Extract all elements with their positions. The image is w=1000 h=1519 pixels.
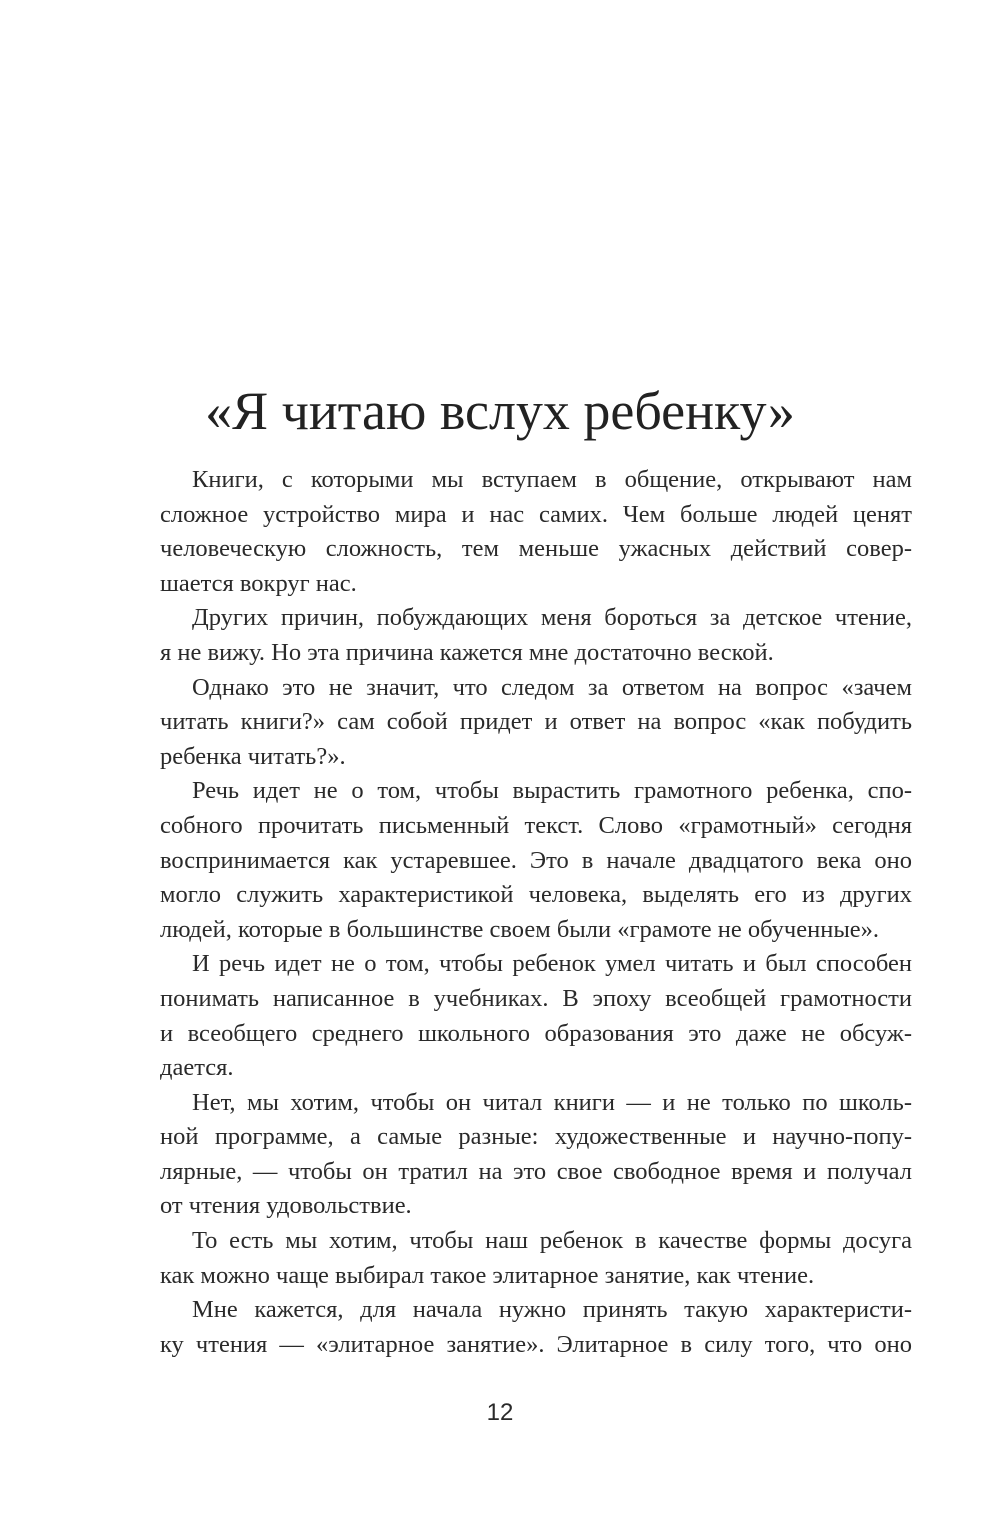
text-line: собного прочитать письменный текст. Слово «грамотный» сегодня: [160, 811, 912, 839]
paragraph: [160, 1086, 912, 1224]
text-line: и всеобщего среднего школьного образования это даже не обсуж-: [160, 1019, 912, 1047]
text-line: ной программе, а самые разные: художественные и научно-попу-: [160, 1123, 912, 1151]
text-line: как можно чаще выбирал такое элитарное занятие, как чтение.: [160, 1261, 815, 1289]
text-line: Мне кажется, для начала нужно принять такую характеристи-: [192, 1296, 912, 1324]
text-line: человеческую сложность, тем меньше ужасных действий совер-: [160, 535, 912, 563]
text-line: ку чтения — «элитарное занятие». Элитарное в силу того, что оно: [160, 1330, 912, 1358]
text-line: дается.: [160, 1054, 234, 1082]
paragraph: [160, 947, 912, 1085]
text-line: Нет, мы хотим, чтобы он читал книги — и не только по школь-: [192, 1088, 912, 1116]
text-line: ребенка читать?».: [160, 742, 346, 770]
text-line: Книги, с которыми мы вступаем в общение, открывают нам: [192, 466, 912, 493]
paragraph: [160, 1293, 912, 1362]
body-text: [160, 463, 912, 1362]
text-line: я не вижу. Но эта причина кажется мне достаточно веской.: [160, 638, 774, 666]
text-line: от чтения удовольствие.: [160, 1192, 412, 1220]
page-number: 12: [486, 1399, 514, 1426]
text-line: Речь идет не о том, чтобы вырастить грамотного ребенка, спо-: [192, 777, 912, 805]
text-line: читать книги?» сам собой придет и ответ на вопрос «как побудить: [160, 708, 912, 736]
text-line: лярные, — чтобы он тратил на это свое свободное время и получал: [160, 1157, 912, 1185]
text-line: воспринимается как устаревшее. Это в начале двадцатого века оно: [160, 846, 912, 874]
text-line: Других причин, побуждающих меня бороться за детское чтение,: [192, 604, 912, 632]
text-line: могло служить характеристикой человека, выделять его из других: [160, 881, 912, 909]
paragraph: [160, 1224, 912, 1293]
text-line: И речь идет не о том, чтобы ребенок умел читать и был способен: [192, 950, 912, 978]
paragraph: [160, 463, 912, 601]
text-line: шается вокруг нас.: [160, 569, 357, 597]
text-line: То есть мы хотим, чтобы наш ребенок в качестве формы досуга: [192, 1227, 912, 1255]
paragraph: [160, 671, 912, 775]
text-line: Однако это не значит, что следом за ответом на вопрос «зачем: [192, 673, 912, 701]
text-line: сложное устройство мира и нас самих. Чем больше людей ценят: [160, 500, 912, 528]
paragraph: [160, 601, 912, 670]
text-line: людей, которые в большинстве своем были «грамоте не обученные».: [160, 915, 880, 943]
paragraph: [160, 774, 912, 947]
text-line: понимать написанное в учебниках. В эпоху всеобщей грамотности: [160, 984, 912, 1012]
chapter-title: «Я читаю вслух ребенку»: [205, 381, 795, 441]
